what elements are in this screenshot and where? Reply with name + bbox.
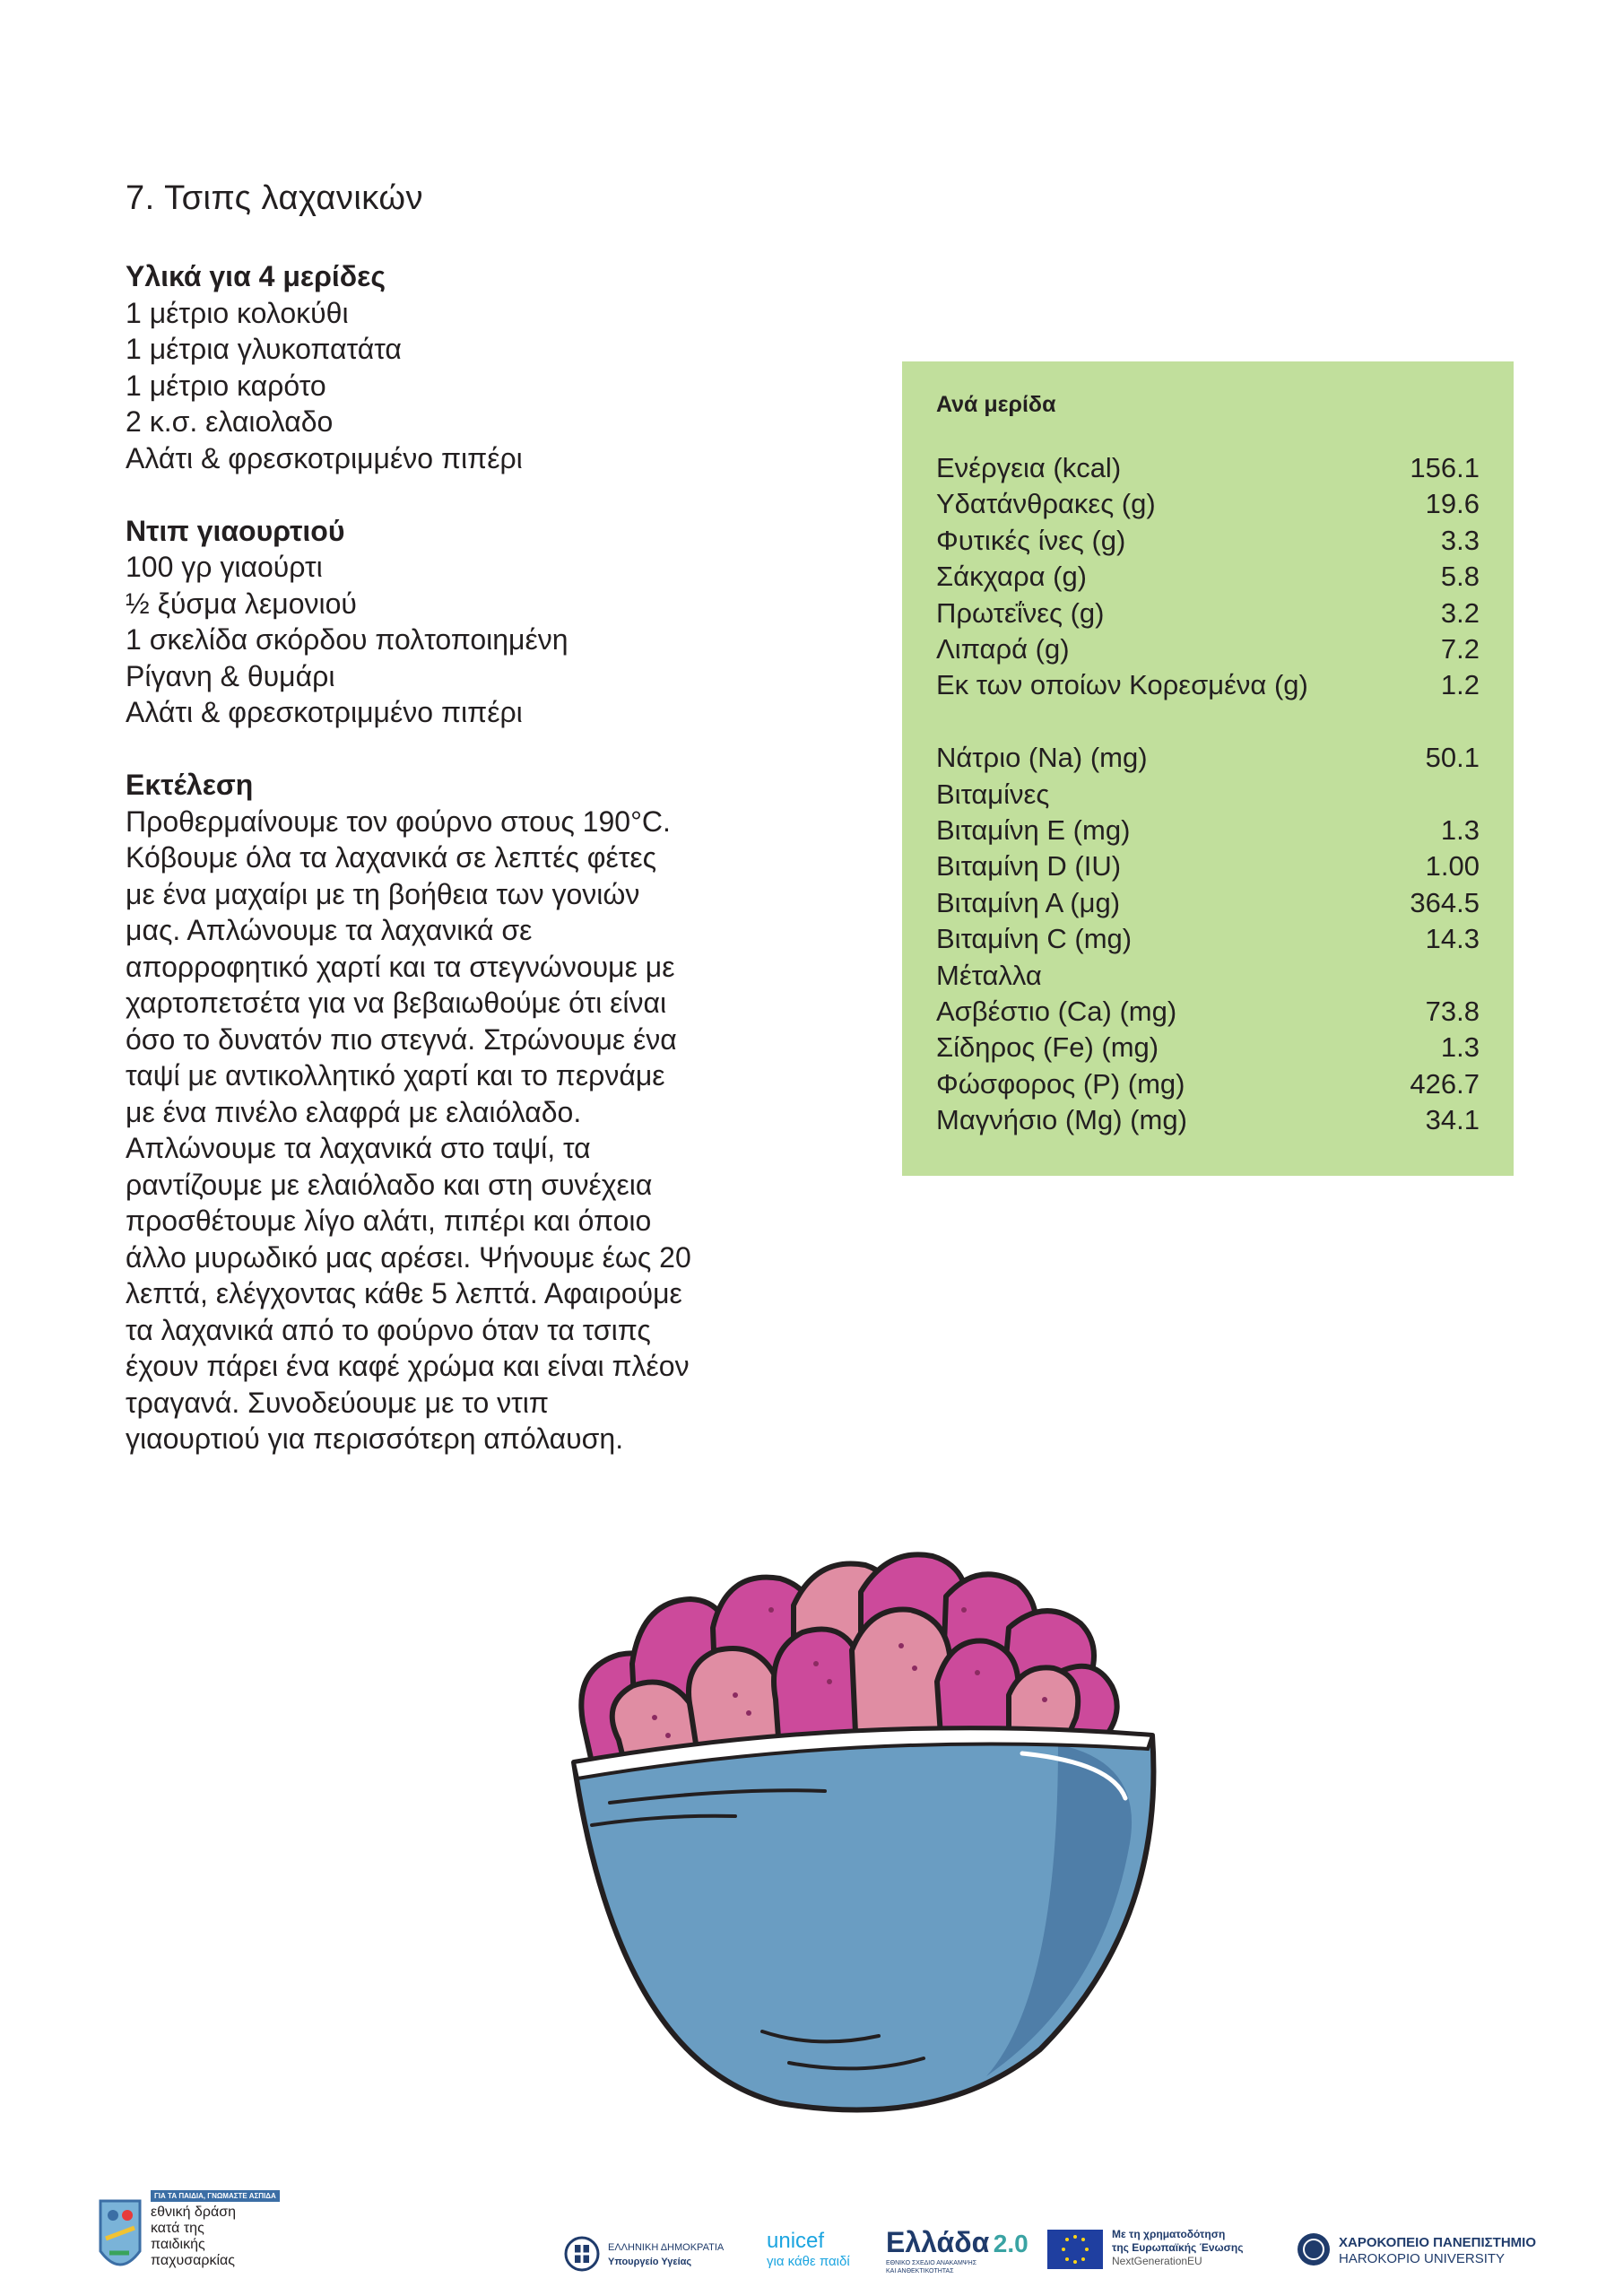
nutrition-row bbox=[936, 1066, 1480, 1102]
nutrient-label: Βιταμίνη D (IU) bbox=[936, 850, 1122, 883]
nutrient-label: Εκ των οποίων Κορεσμένα (g) bbox=[936, 669, 1308, 701]
nutrient-label: Ασβέστιο (Ca) (mg) bbox=[936, 996, 1177, 1028]
nutrition-row bbox=[936, 559, 1480, 595]
greece-number: 2.0 bbox=[993, 2230, 1028, 2257]
action-line: κατά της bbox=[151, 2221, 204, 2236]
spacer bbox=[936, 704, 1480, 740]
nutrient-label: Λιπαρά (g) bbox=[936, 633, 1070, 665]
nutrient-value: 34.1 bbox=[1425, 1104, 1480, 1136]
method-line: Απλώνουμε τα λαχανικά στο ταψί, τα bbox=[126, 1132, 591, 1164]
nutrient-group-label: Μέταλλα bbox=[936, 959, 1042, 991]
method-line: γιαουρτιού για περισσότερη απόλαυση. bbox=[126, 1422, 624, 1455]
eu-line2: της Ευρωπαϊκής Ένωσης bbox=[1112, 2241, 1244, 2254]
eu-funding-logo bbox=[1047, 2226, 1263, 2276]
nutrition-row bbox=[936, 486, 1480, 522]
nutrition-subheading bbox=[936, 777, 1480, 813]
ingredient-item: Αλάτι & φρεσκοτριμμένο πιπέρι bbox=[126, 441, 523, 474]
nutrition-row bbox=[936, 885, 1480, 921]
nutrient-value: 426.7 bbox=[1410, 1067, 1480, 1100]
nutrition-row bbox=[936, 848, 1480, 884]
nutrient-value: 3.3 bbox=[1440, 524, 1480, 556]
method-line: προσθέτουμε λίγο αλάτι, πιπέρι και όποιο bbox=[126, 1205, 652, 1237]
gov-line2: Υπουργείο Υγείας bbox=[608, 2257, 692, 2267]
greece-2-0-logo bbox=[886, 2226, 1038, 2280]
nutrition-row bbox=[936, 1030, 1480, 1065]
spacer bbox=[126, 731, 780, 768]
unicef-logo bbox=[767, 2229, 865, 2278]
method-line: απορροφητικό χαρτί και τα στεγνώνουμε με bbox=[126, 950, 675, 983]
method-line: άλλο μυρωδικό μας αρέσει. Ψήνουμε έως 20 bbox=[126, 1240, 691, 1274]
eu-line3: NextGenerationEU bbox=[1112, 2255, 1202, 2267]
nutrition-row bbox=[936, 1102, 1480, 1138]
nutrient-label: Πρωτεΐνες (g) bbox=[936, 596, 1105, 629]
unicef-tagline: για κάθε παιδί bbox=[767, 2254, 850, 2269]
nutrient-value: 14.3 bbox=[1425, 923, 1480, 955]
nutrient-label: Μαγνήσιο (Mg) (mg) bbox=[936, 1104, 1187, 1136]
nutrient-value: 7.2 bbox=[1440, 633, 1480, 665]
method-heading: Εκτέλεση bbox=[126, 769, 254, 801]
nutrition-row bbox=[936, 523, 1480, 559]
greece-brand: Ελλάδα bbox=[886, 2226, 990, 2258]
action-line: παχυσαρκίας bbox=[151, 2253, 235, 2268]
nutrient-value: 3.2 bbox=[1440, 596, 1480, 629]
uni-line1: ΧΑΡΟΚΟΠΕΙΟ ΠΑΝΕΠΙΣΤΗΜΙΟ bbox=[1339, 2235, 1536, 2250]
nutrient-value: 1.2 bbox=[1440, 669, 1480, 701]
nutrient-value: 19.6 bbox=[1425, 488, 1480, 520]
method-line: ραντίζουμε με ελαιόλαδο και στη συνέχεια bbox=[126, 1168, 653, 1201]
nutrition-row bbox=[936, 994, 1480, 1030]
dip-item: Αλάτι & φρεσκοτριμμένο πιπέρι bbox=[126, 696, 523, 728]
nutrient-label: Σάκχαρα (g) bbox=[936, 561, 1088, 593]
recipe-column bbox=[126, 258, 780, 1457]
spacer bbox=[126, 476, 780, 513]
ingredient-item: 1 μέτριο κολοκύθι bbox=[126, 296, 349, 329]
ingredient-item: 1 μέτριο καρότο bbox=[126, 369, 326, 402]
method-line: Προθερμαίνουμε τον φούρνο στους 190°C. bbox=[126, 804, 671, 838]
action-banner: ΓΙΑ ΤΑ ΠΑΙΔΙΑ, ΓΝΩΜΑΣΤΕ ΑΣΠΙΔΑ bbox=[151, 2190, 280, 2202]
nutrient-value: 1.00 bbox=[1425, 850, 1480, 883]
ingredient-item: 2 κ.σ. ελαιολαδο bbox=[126, 405, 334, 438]
ministry-of-health-logo bbox=[563, 2235, 742, 2274]
method-line: τραγανά. Συνοδεύουμε με το ντιπ bbox=[126, 1386, 549, 1419]
nutrient-value: 364.5 bbox=[1410, 886, 1480, 918]
method-line: μας. Απλώνουμε τα λαχανικά σε bbox=[126, 914, 533, 946]
nutrient-label: Ενέργεια (kcal) bbox=[936, 452, 1122, 483]
gov-line1: ΕΛΛΗΝΙΚΗ ΔΗΜΟΚΡΑΤΙΑ bbox=[608, 2242, 725, 2253]
eu-flag-icon bbox=[1047, 2230, 1103, 2269]
nutrient-label: Φυτικές ίνες (g) bbox=[936, 524, 1126, 556]
nutrition-row bbox=[936, 450, 1480, 486]
method-line: ταψί με αντικολλητικό χαρτί και το περνάμε bbox=[126, 1059, 665, 1091]
recipe-title: 7. Τσιπς λαχανικών bbox=[126, 179, 423, 217]
nutrient-label: Σίδηρος (Fe) (mg) bbox=[936, 1031, 1159, 1064]
method-line: με ένα πινέλο ελαφρά με ελαιόλαδο. bbox=[126, 1095, 582, 1128]
nutrient-value: 73.8 bbox=[1425, 996, 1480, 1028]
harokopio-university-logo bbox=[1296, 2231, 1565, 2273]
nutrient-value: 1.3 bbox=[1440, 814, 1480, 847]
method-line: χαρτοπετσέτα για να βεβαιωθούμε ότι είναι bbox=[126, 987, 667, 1019]
nutrient-label: Νάτριο (Na) (mg) bbox=[936, 742, 1148, 774]
nutrition-row bbox=[936, 813, 1480, 848]
eu-line1: Με τη χρηματοδότηση bbox=[1112, 2228, 1226, 2240]
chips-bowl-illustration bbox=[556, 1547, 1166, 2121]
greece-sub2: ΚΑΙ ΑΝΘΕΚΤΙΚΟΤΗΤΑΣ bbox=[886, 2268, 954, 2274]
ingredient-item: 1 μέτρια γλυκοπατάτα bbox=[126, 333, 402, 365]
method-line: τα λαχανικά από το φούρνο όταν τα τσιπς bbox=[126, 1313, 651, 1346]
footer-logos bbox=[0, 2188, 1623, 2296]
method-line: έχουν πάρει ένα καφέ χρώμα και είναι πλέον bbox=[126, 1350, 690, 1382]
nutrient-value: 5.8 bbox=[1440, 561, 1480, 593]
dip-item: ½ ξύσμα λεμονιού bbox=[126, 587, 357, 620]
uni-line2: HAROKOPIO UNIVERSITY bbox=[1339, 2251, 1506, 2266]
ingredients-heading: Υλικά για 4 μερίδες bbox=[126, 260, 386, 292]
method-line: με ένα μαχαίρι με τη βοήθεια των γονιών bbox=[126, 877, 640, 910]
nutrition-row bbox=[936, 631, 1480, 667]
nutrition-subheading bbox=[936, 958, 1480, 994]
nutrition-heading: Ανά μερίδα bbox=[936, 392, 1056, 417]
nutrient-group-label: Βιταμίνες bbox=[936, 778, 1050, 810]
nutrient-label: Βιταμίνη Ε (mg) bbox=[936, 814, 1131, 847]
method-line: λεπτά, ελέγχοντας κάθε 5 λεπτά. Αφαιρούμε bbox=[126, 1277, 682, 1309]
nutrient-value: 50.1 bbox=[1425, 742, 1480, 774]
nutrient-label: Βιταμίνη C (mg) bbox=[936, 923, 1133, 955]
dip-item: 100 γρ γιαούρτι bbox=[126, 551, 323, 583]
nutrient-value: 156.1 bbox=[1410, 452, 1480, 483]
nutrient-value: 1.3 bbox=[1440, 1031, 1480, 1064]
dip-item: Ρίγανη & θυμάρι bbox=[126, 659, 335, 692]
nutrition-row bbox=[936, 667, 1480, 703]
method-line: όσο το δυνατόν πιο στεγνά. Στρώνουμε ένα bbox=[126, 1022, 677, 1056]
nutrition-row bbox=[936, 740, 1480, 776]
greek-emblem-icon bbox=[563, 2235, 601, 2273]
nutrition-panel bbox=[902, 361, 1514, 1176]
dip-item: 1 σκελίδα σκόρδου πολτοποιημένη bbox=[126, 623, 568, 656]
unicef-wordmark: unicef bbox=[767, 2229, 825, 2253]
nutrient-label: Βιταμίνη Α (μg) bbox=[936, 886, 1121, 918]
national-action-logo bbox=[97, 2190, 285, 2291]
dip-heading: Ντιπ γιαουρτιού bbox=[126, 514, 345, 547]
method-line: Κόβουμε όλα τα λαχανικά σε λεπτές φέτες bbox=[126, 841, 657, 874]
nutrition-row bbox=[936, 921, 1480, 957]
nutrient-label: Φώσφορος (P) (mg) bbox=[936, 1067, 1185, 1100]
action-line: εθνική δράση bbox=[151, 2205, 236, 2220]
nutrition-row bbox=[936, 596, 1480, 631]
action-line: παιδικής bbox=[151, 2237, 205, 2252]
method-text bbox=[126, 804, 771, 1457]
greece-sub1: ΕΘΝΙΚΟ ΣΧΕΔΙΟ ΑΝΑΚΑΜΨΗΣ bbox=[886, 2260, 977, 2266]
university-seal-icon bbox=[1296, 2231, 1332, 2267]
nutrient-label: Υδατάνθρακες (g) bbox=[936, 488, 1156, 520]
shield-icon bbox=[97, 2197, 143, 2280]
